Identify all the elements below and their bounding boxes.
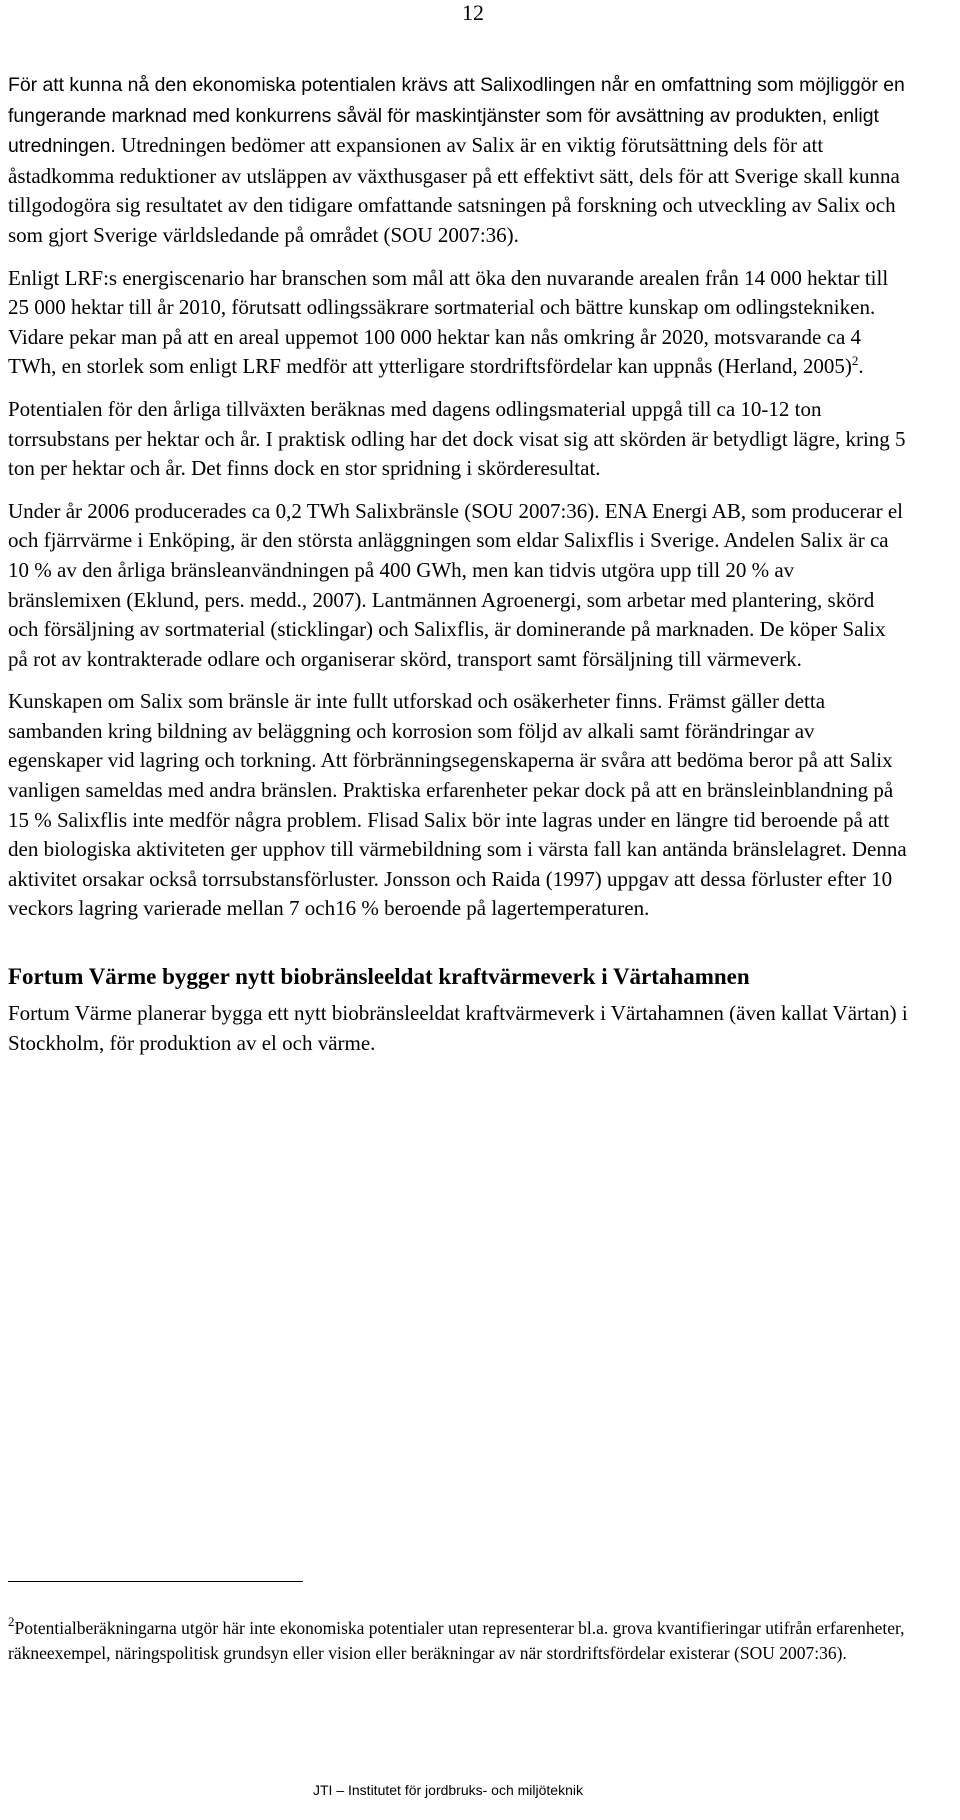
paragraph-salix-market-sans-part: För att kunna nå den ekonomiska potentialen krävs att Salixodlingen når en omfattning som möjliggör en fungerande marknad med konkurrens såväl för maskintjänster som för avsättning av produkten, enligt utredningen. xyxy=(8,74,905,158)
footnote xyxy=(8,1616,908,1666)
paragraph-lrf-scenario-text: Enligt LRF:s energiscenario har branschen som mål att öka den nuvarande arealen från 14 000 hektar till 25 000 hektar till år 2010, förutsatt odlingssäkrare sortmaterial och bättre kunskap om odlingstekniken. Vidare pekar man på att en areal uppemot 100 000 hektar kan nås omkring år 2020, motsvarande ca 4 TWh, en storlek som enligt LRF medför att ytterligare stordriftsfördelar kan uppnås (Herland, 2005) xyxy=(8,265,889,379)
page-footer: JTI – Institutet för jordbruks- och miljöteknik xyxy=(313,1782,583,1798)
footnote-divider xyxy=(8,1581,303,1582)
paragraph-fortum: Fortum Värme planerar bygga ett nytt biobränsleeldat kraftvärmeverk i Värtahamnen (även kallat Värtan) i Stockholm, för produktion av el och värme. xyxy=(8,1001,908,1055)
footnote-reference[interactable]: 2 xyxy=(851,353,859,369)
paragraph-salix-market-serif-part: Utredningen bedömer att expansionen av Salix är en viktig förutsättning dels för att åstadkomma reduktioner av utsläppen av växthusgaser på ett effektivt sätt, dels för att Sverige skall kunna tillgodogöra sig resultatet av den tidigare omfattande satsningen på forskning och utveckling av Salix och som gjort Sverige världsledande på området (SOU 2007:36). xyxy=(8,133,900,247)
paragraph-fuel-knowledge: Kunskapen om Salix som bränsle är inte fullt utforskad och osäkerheter finns. Främst gäller detta sambanden kring bildning av beläggning och korrosion som följd av alkali samt förändringar av egenskaper vid lagring och torkning. Att förbränningsegenskaperna är svåra att bedöma beror på att Salix vanligen sameldas med andra bränslen. Praktiska erfarenheter pekar dock på att en bränsleinblandning på 15 % Salixflis inte medför några problem. Flisad Salix bör inte lagras under en längre tid beroende på att den biologiska aktiviteten ger upphov till värmebildning som i värsta fall kan antända bränslelagret. Denna aktivitet orsakar också torrsubstansförluster. Jonsson och Raida (1997) uppgav att dessa förluster efter 10 veckors lagring varierade mellan 7 och16 % beroende på lagertemperaturen. xyxy=(8,689,907,921)
paragraph-production-2006: Under år 2006 producerades ca 0,2 TWh Salixbränsle (SOU 2007:36). ENA Energi AB, som producerar el och fjärrvärme i Enköping, är den största anläggningen som eldar Salixflis i Sverige. Andelen Salix är ca 10 % av den årliga bränsleanvändningen på 400 GWh, men kan tidvis utgöra upp till 20 % av bränslemixen (Eklund, pers. medd., 2007). Lantmännen Agroenergi, som arbetar med plantering, skörd och försäljning av sortmaterial (sticklingar) och Salixflis, är dominerande på marknaden. De köper Salix på rot av kontrakterade odlare och organiserar skörd, transport samt försäljning till värmeverk. xyxy=(8,498,904,671)
paragraph-lrf-scenario-end: . xyxy=(858,354,864,379)
page-number: 12 xyxy=(462,0,484,25)
section-heading-fortum: Fortum Värme bygger nytt biobränsleeldat kraftvärmeverk i Värtahamnen xyxy=(8,964,750,990)
main-content xyxy=(8,70,908,1058)
footnote-text: Potentialberäkningarna utgör här inte ekonomiska potentialer utan representerar bl.a. grova kvantifieringar utifrån erfarenheter, räkneexempel, näringspolitisk grundsyn eller vision eller beräkningar av när stordriftsfördelar existerar (SOU 2007:36). xyxy=(8,1618,905,1663)
paragraph-lrf-scenario xyxy=(8,264,908,382)
paragraph-salix-market xyxy=(8,70,908,251)
paragraph-growth-potential: Potentialen för den årliga tillväxten beräknas med dagens odlingsmaterial uppgå till ca 10-12 ton torrsubstans per hektar och år. I praktisk odling har det dock visat sig att skörden är betydligt lägre, kring 5 ton per hektar och år. Det finns dock en stor spridning i skörderesultat. xyxy=(8,396,906,481)
footnote-mark: 2 xyxy=(8,1614,15,1629)
